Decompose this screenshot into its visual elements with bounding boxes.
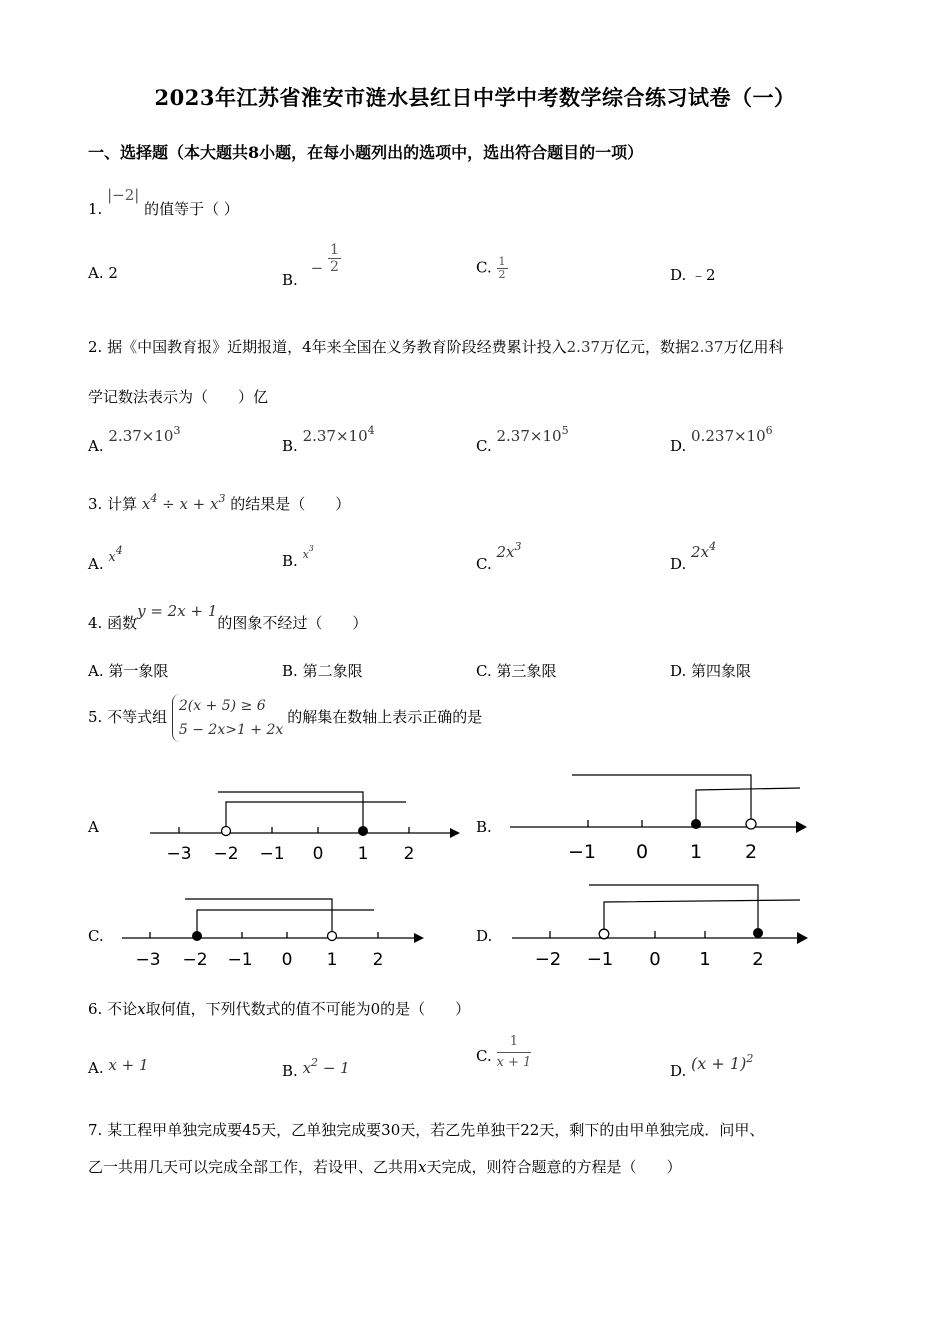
option-exponent: 2 xyxy=(311,1056,319,1069)
axis-arrow xyxy=(414,933,424,943)
axis-ticks xyxy=(150,932,378,938)
solid-dot xyxy=(753,928,763,938)
inequality-2: 5 − 2x>1 + 2x xyxy=(178,722,284,738)
option-label: A. xyxy=(88,555,104,573)
question-2 xyxy=(88,336,783,357)
tick-label: 0 xyxy=(312,844,324,864)
option-value: 2 xyxy=(108,264,118,282)
q4-option-b xyxy=(282,660,363,681)
option-value: 2.37×10 xyxy=(108,427,174,445)
solution-bracket-left xyxy=(696,788,800,823)
option-label: A. xyxy=(88,662,104,680)
option-value: (x + 1) xyxy=(691,1054,747,1073)
option-label: D. xyxy=(670,662,687,680)
question-text: 万亿用科 xyxy=(723,338,784,356)
axis-ticks xyxy=(550,931,758,938)
question-7-cont xyxy=(88,1156,682,1177)
number-line-a xyxy=(150,785,460,867)
q6-option-d xyxy=(670,1052,754,1080)
math-value: 2.37 xyxy=(566,338,601,356)
option-exponent: 4 xyxy=(115,544,123,557)
tick-label: 0 xyxy=(635,841,649,863)
option-value: x xyxy=(302,548,309,561)
option-exponent: 6 xyxy=(765,424,773,437)
tick-label: −2 xyxy=(182,950,208,970)
q3-option-c xyxy=(476,540,522,573)
question-6 xyxy=(88,998,470,1019)
solution-bracket-left xyxy=(226,802,406,830)
q5-label-a: A xyxy=(88,818,99,836)
tick-label: −2 xyxy=(534,949,562,970)
option-value: 2.37×10 xyxy=(496,427,562,445)
math-value: 2.37 xyxy=(690,338,724,356)
question-text: 乙一共用几天可以完成全部工作，若设甲、乙共用 xyxy=(88,1158,419,1176)
q2-option-a xyxy=(88,424,181,455)
option-label: B. xyxy=(282,1062,298,1080)
axis-ticks xyxy=(588,820,751,827)
solid-dot xyxy=(358,826,368,836)
number-line-b xyxy=(510,768,810,864)
q2-option-d xyxy=(670,424,773,455)
option-label: C. xyxy=(476,437,492,455)
question-text: 万亿元，数据 xyxy=(600,338,691,356)
math-exponent: 3 xyxy=(218,492,226,505)
section-heading: 一、选择题（本大题共8小题，在每小题列出的选项中，选出符合题目的一项） xyxy=(88,143,644,162)
q3-option-b xyxy=(282,544,314,570)
option-exponent: 3 xyxy=(514,540,522,553)
tick-label: 1 xyxy=(689,841,703,863)
tick-labels xyxy=(535,949,764,970)
option-label: B. xyxy=(282,552,298,570)
question-number: 1. xyxy=(88,200,103,218)
q5-label-d: D. xyxy=(476,927,493,945)
option-value: x xyxy=(108,550,116,565)
tick-label: 2 xyxy=(752,949,764,970)
open-dot xyxy=(746,819,756,829)
q2-option-b xyxy=(282,424,375,455)
q1-option-c xyxy=(476,256,508,281)
q5-label-c: C. xyxy=(88,927,104,945)
axis-ticks xyxy=(179,827,409,833)
tick-label: −1 xyxy=(227,950,253,970)
question-4 xyxy=(88,600,368,632)
question-text: 的值等于（ ） xyxy=(144,200,239,218)
inequality-system xyxy=(172,694,283,742)
tick-labels xyxy=(135,950,383,970)
solution-bracket-left xyxy=(604,900,800,934)
tick-labels xyxy=(166,844,414,864)
math-exponent: 4 xyxy=(150,492,158,505)
q1-option-d xyxy=(670,264,716,285)
option-value: 2.37×10 xyxy=(302,427,368,445)
option-value: x xyxy=(302,1059,312,1077)
question-5 xyxy=(88,694,482,742)
option-label: B. xyxy=(282,270,298,289)
option-label: B. xyxy=(282,437,298,455)
tick-label: −3 xyxy=(135,950,161,970)
option-exponent: 4 xyxy=(709,540,717,553)
q6-option-b xyxy=(282,1056,350,1080)
option-label: A. xyxy=(88,437,104,455)
question-text: 的结果是（ ） xyxy=(230,495,351,513)
option-exponent: 3 xyxy=(308,544,314,553)
question-text: 5. 不等式组 xyxy=(88,708,168,726)
tick-label: 0 xyxy=(281,950,293,970)
solution-bracket-right xyxy=(218,792,363,830)
solution-bracket-right xyxy=(572,775,751,823)
option-label: A. xyxy=(88,264,104,282)
option-label: C. xyxy=(476,555,492,573)
question-2-cont: 学记数法表示为（ ）亿 xyxy=(88,388,269,406)
tick-label: 2 xyxy=(744,841,758,863)
math-expression: y = 2x + 1 xyxy=(137,602,218,620)
math-variable: x xyxy=(137,1000,146,1018)
tick-labels xyxy=(568,841,757,863)
number-line-d xyxy=(512,878,810,972)
tick-label: 2 xyxy=(372,950,384,970)
option-label: D. xyxy=(670,266,687,284)
question-7: 7. 某工程甲单独完成要45天，乙单独完成要30天，若乙先单独干22天，剩下的由甲单独完成．问甲、 xyxy=(88,1121,765,1139)
q4-option-c xyxy=(476,660,557,681)
question-text: 天完成，则符合题意的方程是（ ） xyxy=(426,1158,682,1176)
option-label: C. xyxy=(476,258,492,277)
axis-arrow xyxy=(450,828,460,838)
q4-option-a xyxy=(88,660,168,681)
solution-bracket-left xyxy=(197,910,374,935)
option-value: 第二象限 xyxy=(302,662,363,680)
math-variable: x xyxy=(418,1158,427,1176)
option-exponent: 2 xyxy=(746,1052,754,1065)
option-value: 第一象限 xyxy=(108,662,169,680)
tick-label: −1 xyxy=(586,949,614,970)
question-text: 4. 函数 xyxy=(88,614,138,632)
option-label: C. xyxy=(476,662,492,680)
option-value: 2x xyxy=(496,543,515,561)
math-expression: ÷ x + x xyxy=(157,495,219,513)
q1-option-b xyxy=(282,242,341,289)
option-exponent: 5 xyxy=(561,424,569,437)
tick-label: 0 xyxy=(649,949,661,970)
option-value: x + 1 xyxy=(108,1056,149,1074)
question-3 xyxy=(88,492,350,514)
tick-label: 2 xyxy=(403,844,415,864)
q1-option-a xyxy=(88,264,118,282)
page-title: 2023年江苏省淮安市涟水县红日中学中考数学综合练习试卷（一） xyxy=(154,85,796,110)
q2-option-c xyxy=(476,424,569,455)
option-value: 第四象限 xyxy=(691,662,752,680)
option-sign: − xyxy=(310,258,324,277)
solution-bracket-right xyxy=(589,885,758,934)
open-dot xyxy=(328,932,337,941)
solution-bracket-right xyxy=(185,899,332,935)
question-text: 取何值，下列代数式的值不可能为0的是（ ） xyxy=(145,1000,471,1018)
option-value: ﹣2 xyxy=(691,266,716,284)
open-dot xyxy=(222,827,231,836)
q6-option-a xyxy=(88,1056,149,1077)
tick-label: −3 xyxy=(166,844,192,864)
fraction: $\frac{1}{2}$ xyxy=(329,242,339,275)
question-text: 的图象不经过（ ） xyxy=(217,614,368,632)
q5-label-b: B. xyxy=(476,818,492,836)
solid-dot xyxy=(691,819,701,829)
option-label: C. xyxy=(476,1046,492,1065)
axis-arrow xyxy=(796,821,807,833)
open-dot xyxy=(599,929,609,939)
number-line-c xyxy=(122,892,427,974)
tick-label: −1 xyxy=(567,841,597,863)
fraction: $\frac{1}{2}$ xyxy=(498,255,506,281)
fraction: $\frac{1}{x + 1}$ xyxy=(496,1034,532,1070)
option-label: D. xyxy=(670,1062,687,1080)
question-text: 6. 不论 xyxy=(88,1000,138,1018)
option-exponent: 4 xyxy=(367,424,375,437)
solid-dot xyxy=(192,931,202,941)
option-value: 2x xyxy=(691,543,710,561)
tick-label: 1 xyxy=(357,844,369,864)
tick-label: −1 xyxy=(259,844,285,864)
axis-arrow xyxy=(797,932,808,944)
question-text: 2. 据《中国教育报》近期报道，4年来全国在义务教育阶段经费累计投入 xyxy=(88,338,567,356)
q6-option-c xyxy=(476,1032,531,1073)
q4-option-d xyxy=(670,660,751,681)
option-label: A. xyxy=(88,1059,104,1077)
tick-label: 1 xyxy=(326,950,338,970)
q3-option-d xyxy=(670,540,717,573)
question-text: 的解集在数轴上表示正确的是 xyxy=(287,708,483,726)
tick-label: 1 xyxy=(699,949,711,970)
question-1 xyxy=(88,186,239,219)
option-label: B. xyxy=(282,662,298,680)
option-exponent: 3 xyxy=(173,424,181,437)
q3-option-a xyxy=(88,544,123,573)
question-text: 3. 计算 xyxy=(88,495,138,513)
option-label: D. xyxy=(670,437,687,455)
inequality-1: 2(x + 5) ≥ 6 xyxy=(178,698,266,714)
option-value: 0.237×10 xyxy=(691,427,766,445)
tick-label: −2 xyxy=(213,844,239,864)
option-label: D. xyxy=(670,555,687,573)
math-expression: |−2| xyxy=(107,186,140,204)
option-value: 第三象限 xyxy=(496,662,557,680)
math-expression: x xyxy=(141,495,151,513)
option-value: − 1 xyxy=(318,1059,350,1077)
